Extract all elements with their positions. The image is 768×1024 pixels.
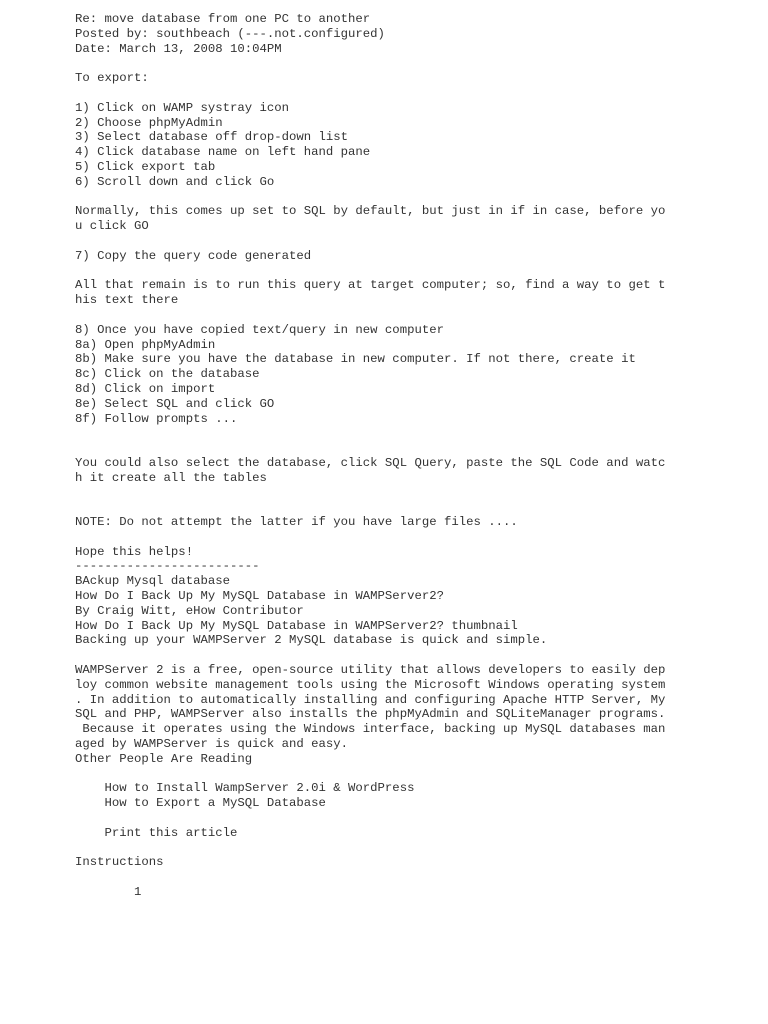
- text-line: How to Install WampServer 2.0i & WordPress: [75, 781, 415, 796]
- text-line: [75, 648, 695, 663]
- text-line: 1: [75, 885, 142, 900]
- text-line: Instructions: [75, 855, 164, 870]
- text-line: [75, 811, 695, 826]
- text-line: Hope this helps!: [75, 544, 194, 559]
- text-line: -------------------------: [75, 559, 260, 574]
- text-line: Normally, this comes up set to SQL by default, but just in if in case, before yo: [75, 204, 666, 219]
- text-line: loy common website management tools using the Microsoft Windows operating system: [75, 677, 666, 692]
- text-line: [75, 767, 695, 782]
- text-line: [75, 86, 695, 101]
- text-line: [75, 441, 695, 456]
- text-line: . In addition to automatically installing and configuring Apache HTTP Server, My: [75, 692, 666, 707]
- text-line: 7) Copy the query code generated: [75, 248, 312, 263]
- document-text: [75, 12, 695, 900]
- text-line: Posted by: southbeach (---.not.configured): [75, 26, 385, 41]
- text-line: [75, 426, 695, 441]
- text-line: [75, 870, 695, 885]
- text-line: [75, 190, 695, 205]
- text-line: [75, 234, 695, 249]
- text-line: 8b) Make sure you have the database in new computer. If not there, create it: [75, 352, 636, 367]
- text-line: 2) Choose phpMyAdmin: [75, 115, 223, 130]
- text-line: To export:: [75, 71, 149, 86]
- text-line: BAckup Mysql database: [75, 574, 230, 589]
- text-line: Print this article: [75, 825, 238, 840]
- text-line: [75, 264, 695, 279]
- text-line: All that remain is to run this query at target computer; so, find a way to get t: [75, 278, 666, 293]
- text-line: How Do I Back Up My MySQL Database in WAMPServer2?: [75, 589, 444, 604]
- text-line: his text there: [75, 293, 179, 308]
- text-line: h it create all the tables: [75, 470, 267, 485]
- text-line: [75, 841, 695, 856]
- text-line: 8a) Open phpMyAdmin: [75, 337, 216, 352]
- text-line: 5) Click export tab: [75, 159, 216, 174]
- text-line: 8) Once you have copied text/query in new computer: [75, 322, 444, 337]
- text-line: [75, 500, 695, 515]
- text-line: Date: March 13, 2008 10:04PM: [75, 41, 282, 56]
- text-line: [75, 308, 695, 323]
- text-line: [75, 530, 695, 545]
- text-line: u click GO: [75, 219, 149, 234]
- text-line: 1) Click on WAMP systray icon: [75, 100, 290, 115]
- text-line: NOTE: Do not attempt the latter if you have large files ....: [75, 515, 518, 530]
- text-line: 4) Click database name on left hand pane: [75, 145, 371, 160]
- text-line: aged by WAMPServer is quick and easy.: [75, 737, 349, 752]
- text-line: 8d) Click on import: [75, 381, 216, 396]
- text-line: Other People Are Reading: [75, 751, 253, 766]
- text-line: Re: move database from one PC to another: [75, 12, 371, 26]
- text-line: Backing up your WAMPServer 2 MySQL database is quick and simple.: [75, 633, 548, 648]
- text-line: SQL and PHP, WAMPServer also installs the phpMyAdmin and SQLiteManager programs.: [75, 707, 666, 722]
- text-line: Because it operates using the Windows interface, backing up MySQL databases man: [75, 722, 666, 737]
- text-line: How Do I Back Up My MySQL Database in WAMPServer2? thumbnail: [75, 618, 518, 633]
- text-line: 8c) Click on the database: [75, 367, 260, 382]
- text-line: You could also select the database, click SQL Query, paste the SQL Code and watc: [75, 455, 666, 470]
- text-line: 3) Select database off drop-down list: [75, 130, 349, 145]
- text-line: 6) Scroll down and click Go: [75, 174, 275, 189]
- text-line: WAMPServer 2 is a free, open-source utility that allows developers to easily dep: [75, 663, 666, 678]
- text-line: By Craig Witt, eHow Contributor: [75, 603, 304, 618]
- text-line: 8f) Follow prompts ...: [75, 411, 238, 426]
- text-line: How to Export a MySQL Database: [75, 796, 326, 811]
- text-line: 8e) Select SQL and click GO: [75, 396, 275, 411]
- text-line: [75, 56, 695, 71]
- text-line: [75, 486, 695, 501]
